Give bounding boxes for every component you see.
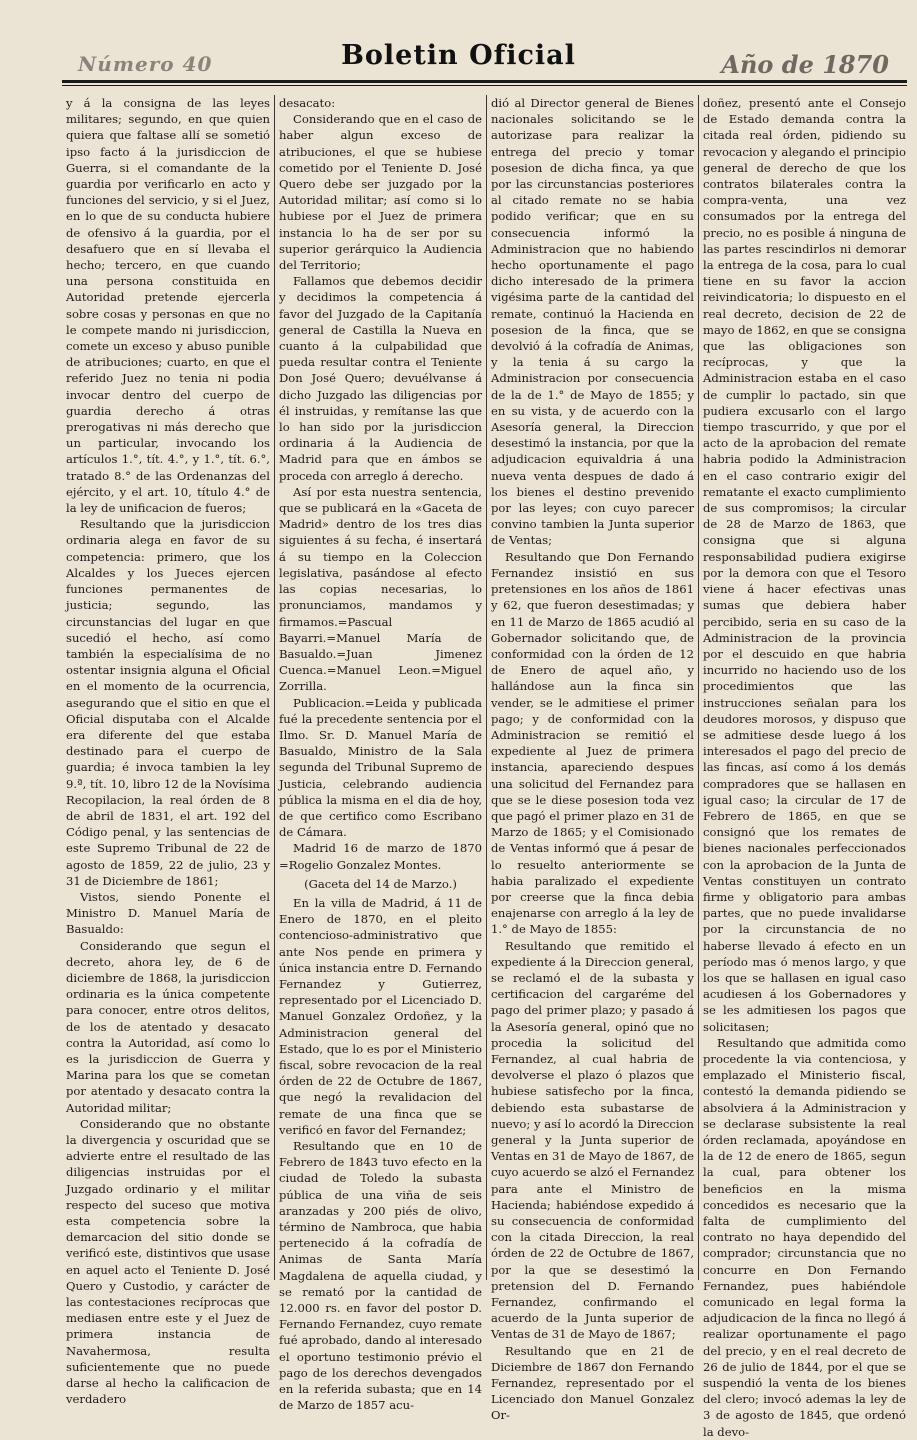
paragraph: Publicacion.=Leida y publicada fué la precedente sentencia por el Ilmo. Sr. D. Manuel María de Basualdo, Ministro de la Sala segunda del Tribunal Supremo de Justicia, celebrando audiencia pública la misma en el dia de hoy, de que certifico como Escribano de Cámara. bbox=[279, 695, 482, 840]
paragraph: Considerando que segun el decreto, ahora ley, de 6 de diciembre de 1868, la jurisdiccion ordinaria es la única competente para conocer, entre otros delitos, de los de atentado y desacato contra la Autoridad, así como lo es la jurisdiccion de Guerra y Marina para los que se cometan por atentado y desacato contra la Autoridad militar; bbox=[66, 938, 270, 1115]
header-rule bbox=[62, 80, 907, 83]
paragraph: Resultando que remitido el expediente á la Direccion general, se reclamó el de la subasta y certificacion del cargaréme del pago del primer plazo; y pasado á la Asesoría general, opinó que no procedia la solicitud del Fernandez, al cual habria de devolverse el plazo ó plazos que hubiese satisfecho por la finca, debiendo esta subastarse de nuevo; y así lo acordó la Direccion general y la Junta superior de Ventas en 31 de Mayo de 1867, de cuyo acuerdo se alzó el Fernandez para ante el Ministro de Hacienda; habiéndose expedido á su consecuencia de conformidad con la citada Direccion, la real órden de 22 de Octubre de 1867, por la que se desestimó la pretension del D. Fernando Fernandez, confirmando el acuerdo de la Junta superior de Ventas de 31 de Mayo de 1867; bbox=[491, 938, 694, 1342]
column-3 bbox=[486, 95, 698, 1423]
paragraph: dió al Director general de Bienes nacionales solicitando se le autorizase para realizar la entrega del precio y tomar posesion de dicha finca, ya que por las circunstancias posteriores al citado remate no se habia podido verificar; que en su consecuencia informó la Administracion que no habiendo hecho oportunamente el pago dicho interesado de la primera vigésima parte de la cantidad del remate, continuó la Hacienda en posesion de la finca, que se devolvió á la cofradía de Animas, y la tenia á su cargo la Administracion por consecuencia de la de 1.° de Mayo de 1855; y en su vista, y de acuerdo con la Asesoría general, la Direccion desestimó la instancia, por que la adjudicacion equivaldria á una nueva venta despues de dado á los bienes el destino prevenido por las leyes; con cuyo parecer convino tambien la Junta superior de Ventas; bbox=[491, 96, 694, 548]
paragraph: Fallamos que debemos decidir y decidimos la competencia á favor del Juzgado de la Capitanía general de Castilla la Nueva en cuanto á la culpabilidad que pueda resultar contra el Teniente Don José Quero; devuélvanse á dicho Juzgado las diligencias por él instruidas, y remítanse las que lo han sido por la jurisdiccion ordinaria á la Audiencia de Madrid para que en ámbos se proceda con arreglo á derecho. bbox=[279, 274, 482, 483]
paragraph: Resultando que Don Fernando Fernandez insistió en sus pretensiones en los años de 1861 y 62, que fueron desestimadas; y en 11 de Marzo de 1865 acudió al Gobernador solicitando que, de conformidad con la órden de 12 de Enero de aquel año, y hallándose aun la finca sin vender, se le admitiese el primer pago; y de conformidad con la Administracion se remitió el expediente al Juez de primera instancia, apareciendo despues una solicitud del Fernandez para que se le diese posesion toda vez que pagó el primer plazo en 31 de Marzo de 1865; y el Comisionado de Ventas informó que á pesar de lo resuelto anteriormente se habia paralizado el expediente por creerse que la finca debia enajenarse con arreglo á la ley de 1.° de Mayo de 1855: bbox=[491, 549, 694, 937]
paragraph: Resultando que la jurisdiccion ordinaria alega en favor de su competencia: primero, que los Alcaldes y los Jueces ejercen funciones permanentes de justicia; segundo, las circunstancias del lugar en que sucedió el hecho, así como también la especialísima de no ostentar insignia alguna el Oficial en el momento de la ocurrencia, asegurando que el sitio en que el Oficial disputaba con el Alcalde era diferente del que estaba destinado para el cuerpo de guardia; é invoca tambien la ley 9.ª, tít. 10, libro 12 de la Novísima Recopilacion, la real órden de 8 de abril de 1831, el art. 192 del Código penal, y las sentencias de este Supremo Tribunal de 22 de agosto de 1859, 22 de julio, 23 y 31 de Diciembre de 1861; bbox=[66, 517, 270, 888]
paragraph: Vistos, siendo Ponente el Ministro D. Manuel María de Basualdo: bbox=[66, 889, 270, 937]
paragraph: doñez, presentó ante el Consejo de Estado demanda contra la citada real órden, pidiendo su revocacion y alegando el principio general de derecho de que los contratos bilaterales contra la compra-venta, una vez consumados por la entrega del precio, no es posible á ninguna de las partes rescindirlos ni demorar la entrega de la cosa, para lo cual tiene en su favor la accion reivindicatoria; lo dispuesto en el real decreto, decision de 22 de mayo de 1862, en que se consigna que las obligaciones son recíprocas, y que la Administracion estaba en el caso de cumplir lo pactado, sin que pudiera excusarlo con el largo tiempo trascurrido, y que por el acto de la aprobacion del remate habria podido la Administracion en el caso contrario exigir del rematante el exacto cumplimiento de sus compromisos; la circular de 28 de Marzo de 1863, que consigna que si alguna responsabilidad pudiera exigirse por la demora con que el Tesoro viene á hacer efectivas unas sumas que debiera haber percibido, seria en su caso de la Administracion de la provincia por el descuido en que habria incurrido no haciendo uso de los procedimientos que las instrucciones señalan para los deudores morosos, y dispuso que se admitiese desde luego á los interesados el pago del precio de las fincas, así como á los demás compradores que se hallasen en igual caso; la circular de 17 de Febrero de 1865, en que se consignó que los remates de bienes nacionales perfeccionados con la aprobacion de la Junta de Ventas constituyen un contrato firme y obligatorio para ambas partes, que no puede invalidarse por la circunstancia de no haberse llevado á efecto en un período mas ó menos largo, y que los que se hallasen en igual caso acudiesen á los Gobernadores y se les admitiesen los pagos que solicitasen; bbox=[703, 96, 906, 1034]
issue-number: Número 40 bbox=[78, 52, 213, 76]
page-header bbox=[0, 0, 917, 92]
paragraph: Resultando que admitida como procedente la via contenciosa, y emplazado el Ministerio fiscal, contestó la demanda pidiendo se absolviera á la Administracion y se declarase subsistente la real órden reclamada, apoyándose en la de 12 de enero de 1865, segun la cual, para obtener los beneficios en la misma concedidos es necesario que la falta de cumplimiento del contrato no haya dependido del comprador; circunstancia que no concurre en Don Fernando Fernandez, pues habiéndole comunicado en legal forma la adjudicacion de la finca no llegó á realizar oportunamente el pago del precio, y en el real decreto de 26 de julio de 1844, por el que se suspendió la venta de los bienes del clero; invocó ademas la ley de 3 de agosto de 1845, que ordenó la devo- bbox=[703, 1035, 906, 1439]
paragraph: Resultando que en 10 de Febrero de 1843 tuvo efecto en la ciudad de Toledo la subasta pública de una viña de seis aranzadas y 200 piés de olivo, término de Nambroca, que habia pertenecido á la cofradía de Animas de Santa María Magdalena de aquella ciudad, y se remató por la cantidad de 12.000 rs. en favor del postor D. Fernando Fernandez, cuyo remate fué aprobado, dando al interesado el oportuno testimonio prévio el pago de los derechos devengados en la referida subasta; que en 14 de Marzo de 1857 acu- bbox=[279, 1139, 482, 1413]
paragraph: Madrid 16 de marzo de 1870 =Rogelio Gonzalez Montes. bbox=[279, 841, 482, 872]
paragraph: Considerando que en el caso de haber algun exceso de atribuciones, el que se hubiese cometido por el Teniente D. José Quero debe ser juzgado por la Autoridad militar; así como si lo hubiese por el Juez de primera instancia lo ha de ser por su superior gerárquico la Audiencia del Territorio; bbox=[279, 112, 482, 273]
text-columns bbox=[62, 95, 912, 1439]
paragraph: Así por esta nuestra sentencia, que se publicará en la «Gaceta de Madrid» dentro de los tres dias siguientes á su fecha, é insertará á su tiempo en la Coleccion legislativa, pasándose al efecto las copias necesarias, lo pronunciamos, mandamos y firmamos.=Pascual Bayarri.=Manuel María de Basualdo.=Juan Jimenez Cuenca.=Manuel Leon.=Miguel Zorrilla. bbox=[279, 484, 482, 694]
paragraph: desacato: bbox=[279, 96, 336, 110]
column-4 bbox=[698, 95, 910, 1439]
header-rule-thin bbox=[62, 85, 907, 86]
issue-year: Año de 1870 bbox=[721, 50, 889, 79]
paragraph: y á la consigna de las leyes militares; segundo, en que quien quiera que faltase allí se sometió ipso facto á la jurisdiccion de Guerra, si el comandante de la guardia por verificarlo en acto y funciones del servicio, y si el Juez, en lo que de su conducta hubiere de ofensivo á la guardia, por el desafuero que en sí llevaba el hecho; tercero, en que cuando una persona constituida en Autoridad pretende ejercerla sobre cosas y personas en que no le compete mando ni jurisdiccion, comete un exceso y abuso punible de atribuciones; cuarto, en que el referido Juez no tenia ni podia invocar dentro del cuerpo de guardia derecho á otras prerogativas ni más derecho que un particular, invocando los artículos 1.°, tít. 4.°, y 1.°, tít. 6.°, tratado 8.° de las Ordenanzas del ejército, y el art. 10, título 4.° de la ley de unificacion de fueros; bbox=[66, 96, 270, 516]
paragraph: Resultando que en 21 de Diciembre de 1867 don Fernando Fernandez, representado por el Licenciado don Manuel Gonzalez Or- bbox=[491, 1343, 694, 1423]
paragraph: En la villa de Madrid, á 11 de Enero de 1870, en el pleito contencioso-administrativo que ante Nos pende en primera y única instancia entre D. Fernando Fernandez y Gutierrez, representado por el Licenciado D. Manuel Gonzalez Ordoñez, y la Administracion general del Estado, que lo es por el Ministerio fiscal, sobre revocacion de la real órden de 22 de Octubre de 1867, que negó la revalidacion del remate de una finca que se verificó en favor del Fernandez; bbox=[279, 895, 482, 1137]
column-2 bbox=[274, 95, 486, 1413]
paragraph: Considerando que no obstante la divergencia y oscuridad que se advierte entre el resultado de las diligencias instruidas por el Juzgado ordinario y el militar respecto del suceso que motiva esta competencia sobre la demarcacion del sitio donde se verificó este, distintivos que usase en aquel acto el Teniente D. José Quero y Custodio, y carácter de las contestaciones recíprocas que mediasen entre este y el Juez de primera instancia de Navahermosa, resulta suficientemente que no puede darse al hecho la calificacion de verdadero bbox=[66, 1116, 270, 1407]
section-heading: (Gaceta del 14 de Marzo.) bbox=[304, 876, 457, 891]
newspaper-title: Boletin Oficial bbox=[341, 40, 576, 71]
column-1 bbox=[62, 95, 274, 1407]
